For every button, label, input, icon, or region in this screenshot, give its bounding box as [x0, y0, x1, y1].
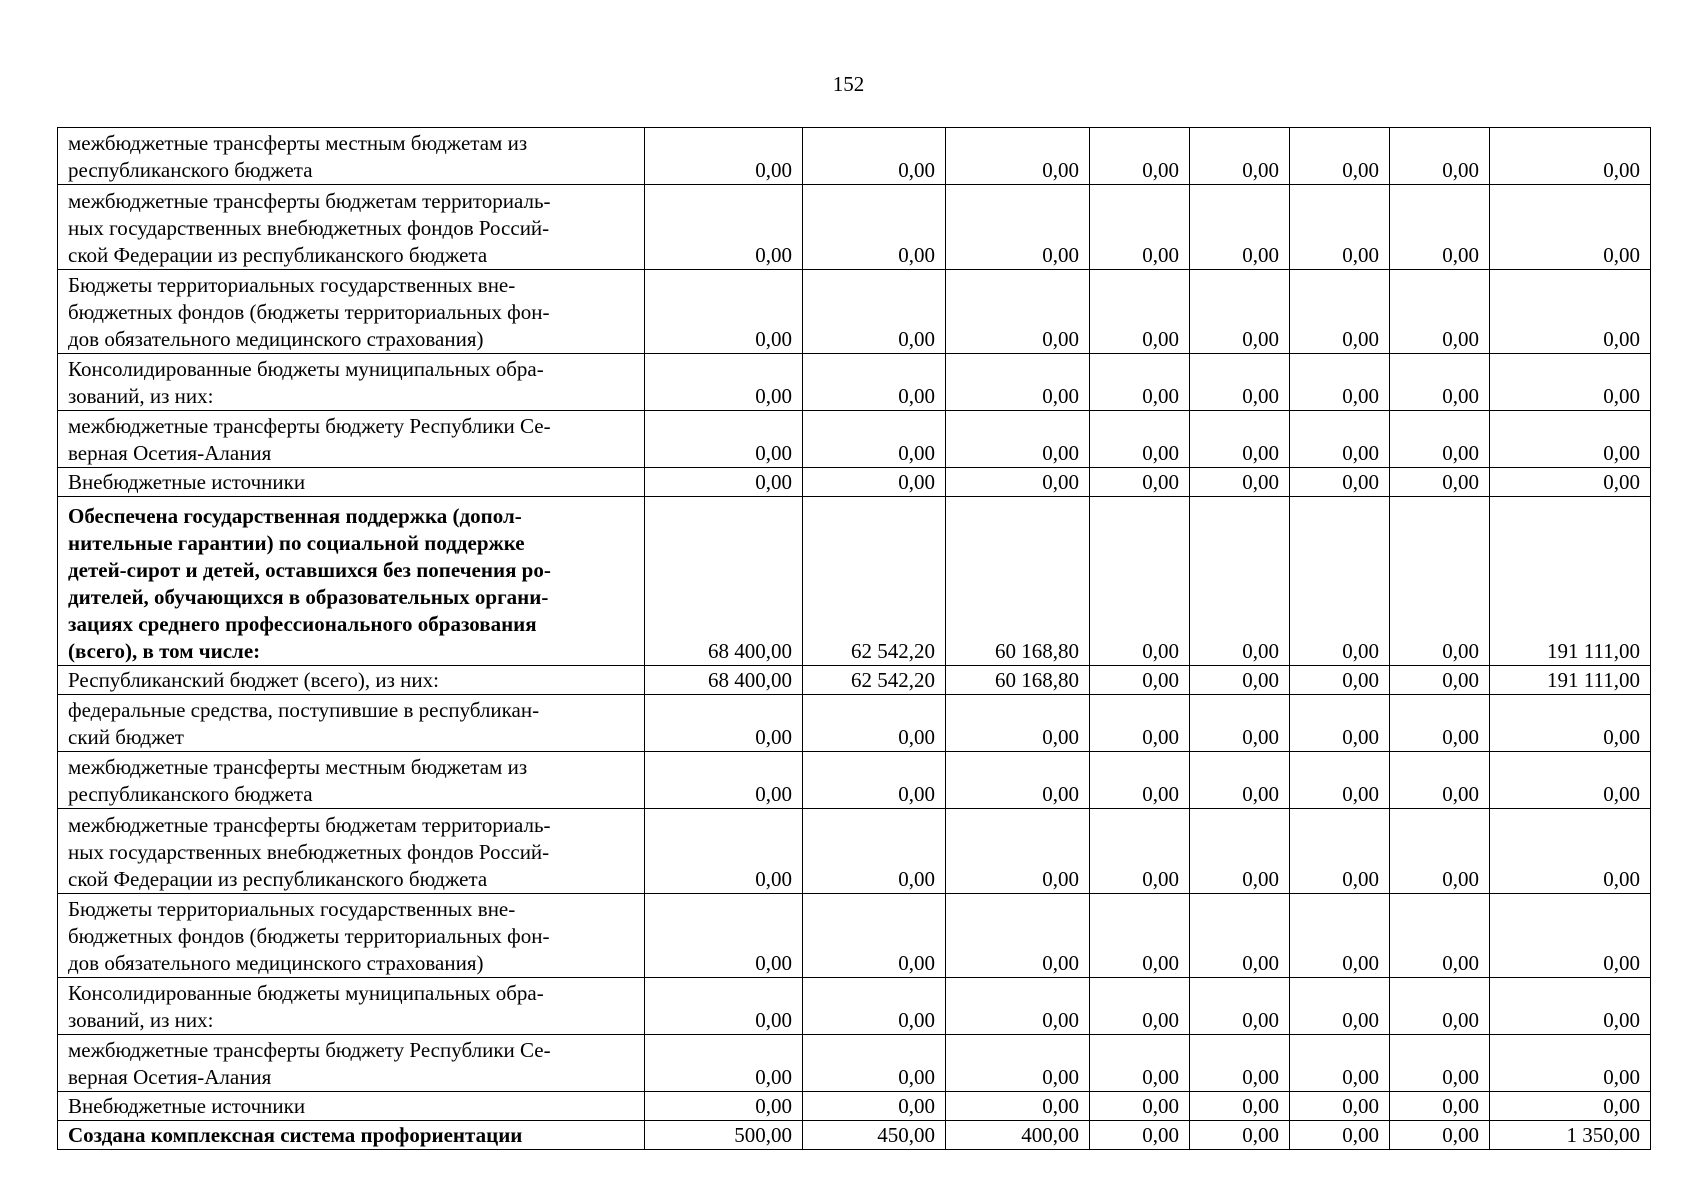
- value-cell: 62 542,20: [803, 666, 946, 695]
- value-cell: 0,00: [946, 468, 1090, 497]
- value-cell: 0,00: [1290, 809, 1390, 894]
- value-cell: 0,00: [1190, 666, 1290, 695]
- value-cell: 0,00: [1190, 894, 1290, 978]
- value-cell: 0,00: [1190, 1121, 1290, 1150]
- value-cell: 0,00: [1490, 270, 1651, 354]
- row-label: Обеспечена государственная поддержка (допол- нительные гарантии) по социальной поддержке детей-сирот и детей, оставшихся без попечения ро- дителей, обучающихся в образовательных органи- зациях среднего профессионального образования (всего), в том числе:: [58, 497, 645, 666]
- value-cell: 0,00: [1190, 978, 1290, 1035]
- row-label: межбюджетные трансферты бюджетам территориаль- ных государственных внебюджетных фондов Россий- ской Федерации из республиканского бюджета: [58, 809, 645, 894]
- value-cell: 0,00: [946, 894, 1090, 978]
- table-row: [58, 695, 1651, 752]
- value-cell: 0,00: [1290, 666, 1390, 695]
- row-label: Бюджеты территориальных государственных вне- бюджетных фондов (бюджеты территориальных фон- дов обязательного медицинского страхования): [58, 894, 645, 978]
- value-cell: 0,00: [1290, 468, 1390, 497]
- row-label: Создана комплексная система профориентации: [58, 1121, 645, 1150]
- value-cell: 0,00: [645, 695, 803, 752]
- value-cell: 0,00: [1190, 185, 1290, 270]
- table-row: [58, 128, 1651, 185]
- value-cell: 0,00: [645, 1035, 803, 1092]
- value-cell: 0,00: [1390, 185, 1490, 270]
- value-cell: 0,00: [1290, 695, 1390, 752]
- value-cell: 0,00: [645, 978, 803, 1035]
- value-cell: 0,00: [803, 270, 946, 354]
- value-cell: 191 111,00: [1490, 666, 1651, 695]
- row-label: межбюджетные трансферты местным бюджетам из республиканского бюджета: [58, 128, 645, 185]
- value-cell: 60 168,80: [946, 497, 1090, 666]
- value-cell: 0,00: [1390, 752, 1490, 809]
- value-cell: 0,00: [645, 270, 803, 354]
- value-cell: 0,00: [1390, 497, 1490, 666]
- value-cell: 0,00: [1290, 1035, 1390, 1092]
- value-cell: 0,00: [1290, 270, 1390, 354]
- value-cell: 0,00: [1090, 978, 1190, 1035]
- value-cell: 0,00: [1190, 128, 1290, 185]
- value-cell: 0,00: [1490, 354, 1651, 411]
- row-label: Консолидированные бюджеты муниципальных обра- зований, из них:: [58, 354, 645, 411]
- value-cell: 0,00: [1090, 468, 1190, 497]
- value-cell: 0,00: [803, 411, 946, 468]
- row-label: межбюджетные трансферты бюджету Республики Се- верная Осетия-Алания: [58, 1035, 645, 1092]
- value-cell: 0,00: [1490, 809, 1651, 894]
- table-row: [58, 1035, 1651, 1092]
- value-cell: 0,00: [803, 185, 946, 270]
- value-cell: 0,00: [645, 894, 803, 978]
- value-cell: 0,00: [1190, 1035, 1290, 1092]
- table-row: [58, 1092, 1651, 1121]
- table-row-section: [58, 1121, 1651, 1150]
- value-cell: 400,00: [946, 1121, 1090, 1150]
- value-cell: 0,00: [1190, 497, 1290, 666]
- table-row: [58, 270, 1651, 354]
- table-row: [58, 894, 1651, 978]
- value-cell: 0,00: [1490, 1092, 1651, 1121]
- value-cell: 0,00: [1290, 185, 1390, 270]
- value-cell: 0,00: [1390, 411, 1490, 468]
- value-cell: 0,00: [946, 752, 1090, 809]
- value-cell: 0,00: [1190, 354, 1290, 411]
- value-cell: 0,00: [803, 354, 946, 411]
- table-row-section: [58, 497, 1651, 666]
- value-cell: 0,00: [946, 695, 1090, 752]
- value-cell: 0,00: [803, 894, 946, 978]
- table-row: [58, 354, 1651, 411]
- value-cell: 450,00: [803, 1121, 946, 1150]
- value-cell: 0,00: [1090, 666, 1190, 695]
- value-cell: 0,00: [1290, 411, 1390, 468]
- value-cell: 0,00: [1190, 752, 1290, 809]
- value-cell: 0,00: [1290, 752, 1390, 809]
- row-label: межбюджетные трансферты бюджету Республики Се- верная Осетия-Алания: [58, 411, 645, 468]
- value-cell: 0,00: [1390, 1092, 1490, 1121]
- value-cell: 0,00: [1190, 270, 1290, 354]
- table-row: [58, 666, 1651, 695]
- value-cell: 0,00: [803, 752, 946, 809]
- value-cell: 0,00: [803, 468, 946, 497]
- table-row: [58, 185, 1651, 270]
- value-cell: 0,00: [1390, 809, 1490, 894]
- value-cell: 0,00: [1190, 411, 1290, 468]
- row-label: Республиканский бюджет (всего), из них:: [58, 666, 645, 695]
- value-cell: 0,00: [1290, 1092, 1390, 1121]
- table-row: [58, 752, 1651, 809]
- value-cell: 0,00: [1290, 354, 1390, 411]
- value-cell: 0,00: [803, 128, 946, 185]
- value-cell: 0,00: [1490, 695, 1651, 752]
- value-cell: 0,00: [803, 1035, 946, 1092]
- value-cell: 0,00: [645, 411, 803, 468]
- value-cell: 0,00: [1490, 411, 1651, 468]
- value-cell: 0,00: [1090, 354, 1190, 411]
- value-cell: 0,00: [1390, 894, 1490, 978]
- table-row: [58, 411, 1651, 468]
- row-label: Внебюджетные источники: [58, 1092, 645, 1121]
- value-cell: 500,00: [645, 1121, 803, 1150]
- value-cell: 0,00: [1090, 1092, 1190, 1121]
- value-cell: 0,00: [1290, 978, 1390, 1035]
- value-cell: 0,00: [1090, 411, 1190, 468]
- value-cell: 62 542,20: [803, 497, 946, 666]
- value-cell: 0,00: [1190, 809, 1290, 894]
- row-label: Внебюджетные источники: [58, 468, 645, 497]
- page-number: 152: [832, 72, 865, 96]
- value-cell: 0,00: [1090, 809, 1190, 894]
- budget-table-body: [58, 128, 1651, 1150]
- table-row: [58, 468, 1651, 497]
- value-cell: 0,00: [1290, 894, 1390, 978]
- value-cell: 0,00: [1490, 894, 1651, 978]
- value-cell: 68 400,00: [645, 497, 803, 666]
- value-cell: 0,00: [1090, 1035, 1190, 1092]
- value-cell: 0,00: [645, 128, 803, 185]
- value-cell: 0,00: [1490, 128, 1651, 185]
- value-cell: 0,00: [1490, 752, 1651, 809]
- value-cell: 0,00: [645, 185, 803, 270]
- value-cell: 1 350,00: [1490, 1121, 1651, 1150]
- value-cell: 0,00: [645, 1092, 803, 1121]
- value-cell: 0,00: [946, 270, 1090, 354]
- row-label: Консолидированные бюджеты муниципальных обра- зований, из них:: [58, 978, 645, 1035]
- value-cell: 0,00: [803, 978, 946, 1035]
- value-cell: 0,00: [946, 185, 1090, 270]
- value-cell: 0,00: [1090, 894, 1190, 978]
- value-cell: 0,00: [946, 1092, 1090, 1121]
- value-cell: 0,00: [1190, 468, 1290, 497]
- value-cell: 191 111,00: [1490, 497, 1651, 666]
- value-cell: 0,00: [1390, 1121, 1490, 1150]
- value-cell: 0,00: [946, 809, 1090, 894]
- value-cell: 0,00: [1290, 497, 1390, 666]
- value-cell: 0,00: [645, 354, 803, 411]
- value-cell: 0,00: [803, 809, 946, 894]
- budget-table: [57, 127, 1651, 1150]
- value-cell: 0,00: [1390, 978, 1490, 1035]
- value-cell: 0,00: [1390, 128, 1490, 185]
- row-label: федеральные средства, поступившие в республикан- ский бюджет: [58, 695, 645, 752]
- value-cell: 0,00: [803, 1092, 946, 1121]
- value-cell: 0,00: [645, 809, 803, 894]
- value-cell: 0,00: [1090, 695, 1190, 752]
- value-cell: 0,00: [946, 978, 1090, 1035]
- value-cell: 0,00: [946, 1035, 1090, 1092]
- value-cell: 0,00: [1090, 497, 1190, 666]
- value-cell: 0,00: [1090, 128, 1190, 185]
- value-cell: 0,00: [1390, 1035, 1490, 1092]
- row-label: Бюджеты территориальных государственных вне- бюджетных фондов (бюджеты территориальных фон- дов обязательного медицинского страхования): [58, 270, 645, 354]
- value-cell: 0,00: [1090, 270, 1190, 354]
- row-label: межбюджетные трансферты бюджетам территориаль- ных государственных внебюджетных фондов Россий- ской Федерации из республиканского бюджета: [58, 185, 645, 270]
- value-cell: 0,00: [645, 752, 803, 809]
- value-cell: 0,00: [1090, 1121, 1190, 1150]
- value-cell: 0,00: [1490, 1035, 1651, 1092]
- value-cell: 0,00: [803, 695, 946, 752]
- value-cell: 0,00: [1490, 978, 1651, 1035]
- value-cell: 0,00: [946, 354, 1090, 411]
- row-label: межбюджетные трансферты местным бюджетам из республиканского бюджета: [58, 752, 645, 809]
- value-cell: 0,00: [1390, 695, 1490, 752]
- value-cell: 0,00: [946, 411, 1090, 468]
- value-cell: 68 400,00: [645, 666, 803, 695]
- value-cell: 0,00: [1290, 128, 1390, 185]
- value-cell: 0,00: [1190, 1092, 1290, 1121]
- value-cell: 0,00: [1390, 354, 1490, 411]
- value-cell: 0,00: [1290, 1121, 1390, 1150]
- value-cell: 0,00: [1190, 695, 1290, 752]
- value-cell: 0,00: [1490, 468, 1651, 497]
- value-cell: 0,00: [645, 468, 803, 497]
- value-cell: 0,00: [1090, 185, 1190, 270]
- table-row: [58, 978, 1651, 1035]
- value-cell: 0,00: [1090, 752, 1190, 809]
- value-cell: 0,00: [1390, 270, 1490, 354]
- value-cell: 0,00: [1490, 185, 1651, 270]
- value-cell: 60 168,80: [946, 666, 1090, 695]
- value-cell: 0,00: [1390, 666, 1490, 695]
- table-row: [58, 809, 1651, 894]
- value-cell: 0,00: [1390, 468, 1490, 497]
- value-cell: 0,00: [946, 128, 1090, 185]
